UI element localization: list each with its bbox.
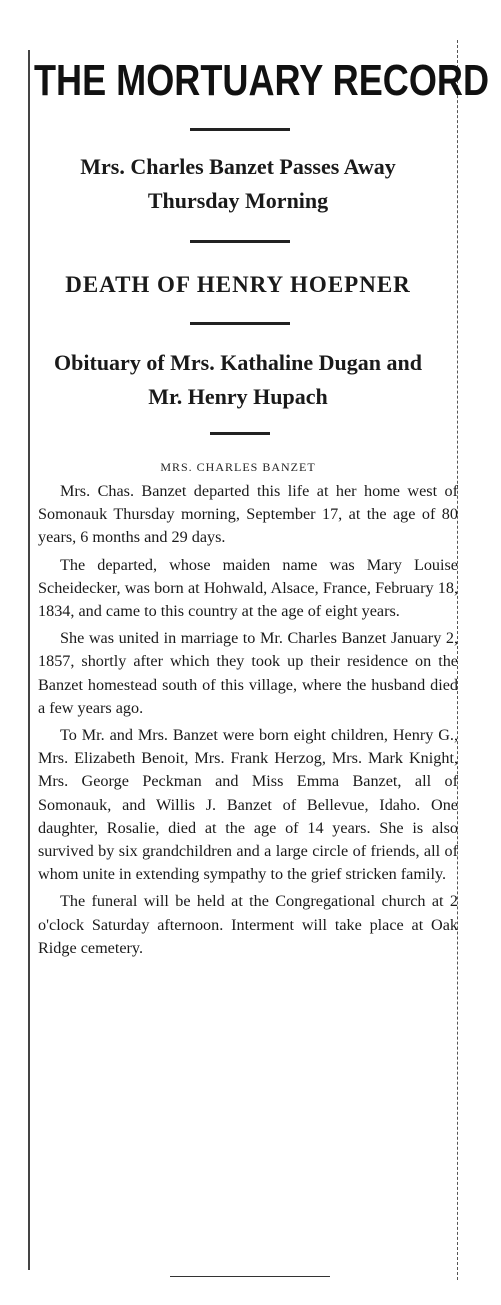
masthead-title: THE MORTUARY RECORD	[34, 56, 490, 105]
paragraph: To Mr. and Mrs. Banzet were born eight children, Henry G., Mrs. Elizabeth Benoit, Mrs. Frank Herzog, Mrs. Mark Knight, Mrs. George Peckman and Miss Emma Banzet, all of Somonauk, and Willis J. Banzet of Bellevue, Idaho. One daughter, Rosalie, died at the age of 14 years. She is also survived by six grandchildren and a large circle of friends, all of whom unite in extending sympathy to the grief stricken family.	[38, 726, 458, 884]
article-body	[38, 480, 458, 964]
end-rule	[170, 1276, 330, 1277]
column-rule-left	[28, 50, 30, 1270]
deck-dugan-hupach: Obituary of Mrs. Kathaline Dugan and Mr. Henry Hupach	[54, 350, 422, 409]
divider	[190, 128, 290, 131]
paragraph: The funeral will be held at the Congregational church at 2 o'clock Saturday afternoon. Interment will take place at Oak Ridge cemetery.	[38, 892, 458, 957]
deck-hoepner: DEATH OF HENRY HOEPNER	[65, 272, 411, 297]
paragraph: Mrs. Chas. Banzet departed this life at her home west of Somonauk Thursday morning, September 17, at the age of 80 years, 6 months and 29 days.	[38, 482, 458, 547]
section-heading: MRS. CHARLES BANZET	[160, 460, 316, 474]
deck-banzet: Mrs. Charles Banzet Passes Away Thursday Morning	[80, 154, 396, 213]
paragraph: The departed, whose maiden name was Mary Louise Scheidecker, was born at Hohwald, Alsace, France, February 18, 1834, and came to this country at the age of eight years.	[38, 555, 458, 621]
divider	[190, 322, 290, 325]
divider	[210, 432, 270, 435]
paragraph: She was united in marriage to Mr. Charles Banzet January 2, 1857, shortly after which they took up their residence on the Banzet homestead south of this village, where the husband died a few years ago.	[38, 629, 458, 717]
divider	[190, 240, 290, 243]
